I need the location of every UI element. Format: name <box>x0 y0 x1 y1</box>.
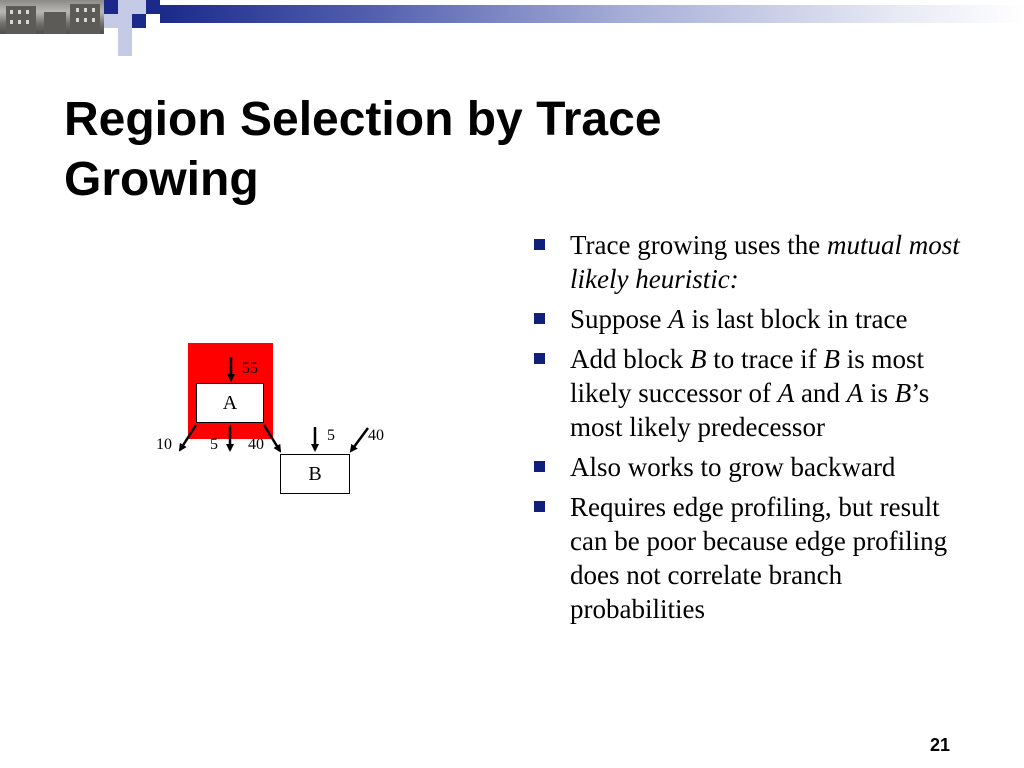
bullet-text-segment: B <box>823 344 840 374</box>
bullet-text-segment: Add block <box>570 344 690 374</box>
bullet-text-segment: mutual most likely heuristic: <box>570 230 960 294</box>
slide-title-line-2: Growing <box>64 153 259 206</box>
bullet-text-segment: to trace if <box>706 344 824 374</box>
edge-label-a-left: 10 <box>156 436 172 453</box>
edge-label-into-b-top: 5 <box>327 427 335 444</box>
slide-title <box>64 90 864 210</box>
edge-into-b-right-arrow <box>351 428 368 451</box>
bullet-text-segment: is most likely successor of <box>570 344 924 408</box>
bullet-text-segment: Suppose <box>570 304 669 334</box>
block-b: B <box>280 454 350 494</box>
bullet-text-segment: B <box>689 344 707 374</box>
edge-a-left-arrow <box>180 425 196 450</box>
header-gradient-bar <box>160 5 1024 23</box>
edge-label-into-a: 55 <box>242 360 258 377</box>
bullet-text-segment: ’s most likely predecessor <box>570 378 930 442</box>
bullet-item <box>534 302 974 336</box>
bullet-text-segment: is <box>863 378 895 408</box>
bullet-text-segment: A <box>777 378 795 408</box>
square-bullet-icon <box>534 461 545 472</box>
square-bullet-icon <box>534 313 545 324</box>
page-number: 21 <box>930 735 951 755</box>
bullet-item <box>534 450 974 484</box>
bullet-text-segment: Requires edge profiling, but result can be poor because edge profiling does not correlate branch probabilities <box>570 492 948 624</box>
bullet-text-segment: is last block in trace <box>684 304 908 334</box>
bullet-text-segment: B <box>894 378 912 408</box>
bullet-text-segment: A <box>668 304 685 334</box>
header-building-photo <box>0 0 104 34</box>
slide-title-line-1: Region Selection by Trace <box>64 93 662 146</box>
edge-a-to-b-arrow <box>264 425 280 451</box>
bullet-item <box>534 490 974 626</box>
bullet-text-segment: Trace growing uses the <box>570 230 827 260</box>
square-bullet-icon <box>534 501 545 512</box>
bullet-item <box>534 228 974 296</box>
bullet-text-segment: A <box>846 378 864 408</box>
bullet-item <box>534 342 974 444</box>
square-bullet-icon <box>534 239 545 250</box>
bullet-list <box>534 228 974 632</box>
square-bullet-icon <box>534 353 545 364</box>
edge-label-a-to-b: 40 <box>248 436 264 453</box>
bullet-text-segment: and <box>794 378 847 408</box>
bullet-text-segment: Also works to grow backward <box>570 452 896 482</box>
edge-label-a-down: 5 <box>210 436 218 453</box>
trace-growing-diagram <box>150 335 410 505</box>
block-a: A <box>196 383 264 423</box>
edge-label-into-b-right: 40 <box>368 427 384 444</box>
